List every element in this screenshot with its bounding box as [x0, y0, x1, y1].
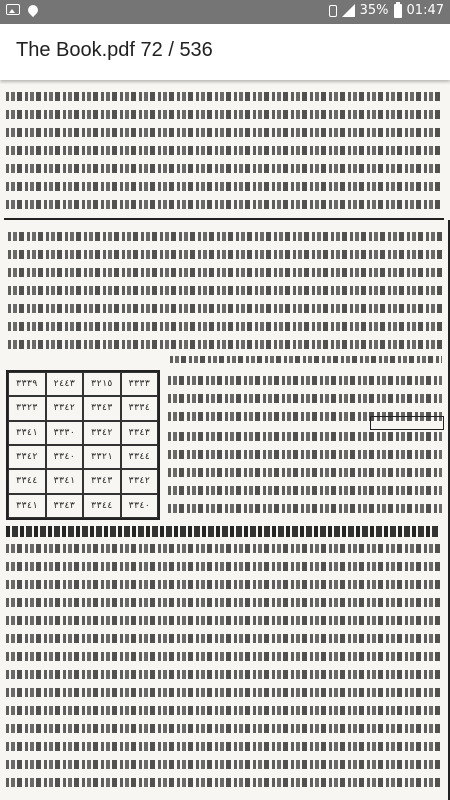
table-cell: ٣٣٤٠ — [46, 445, 84, 469]
table-cell: ٣٣٤٣ — [46, 494, 84, 518]
scanned-text-line — [6, 742, 442, 751]
scanned-text-line — [168, 394, 442, 403]
signal-icon — [342, 4, 355, 17]
scanned-text-line — [6, 760, 442, 769]
document-title: The Book.pdf 72 / 536 — [16, 39, 213, 61]
scanned-text-line — [6, 616, 442, 625]
scanned-text-line — [168, 486, 442, 495]
table-cell: ٣٣٤٤ — [121, 445, 159, 469]
page-divider — [4, 218, 444, 220]
table-cell: ٣٣٤٢ — [121, 469, 159, 493]
location-pin-icon — [26, 2, 40, 16]
scanned-text-line — [168, 432, 442, 441]
status-bar — [0, 0, 450, 24]
pdf-page-view[interactable] — [0, 80, 450, 800]
table-cell: ٢٤٤٣ — [46, 372, 84, 396]
scanned-text-line — [8, 304, 442, 313]
table-cell: ٣٣٤٢ — [46, 396, 84, 420]
scanned-text-line — [170, 356, 442, 363]
table-cell: ٣٣٤١ — [8, 421, 46, 445]
scanned-text-line — [168, 376, 442, 385]
scanned-text-line — [168, 450, 442, 459]
table-cell: ٣٣٤٣ — [121, 421, 159, 445]
table-cell: ٣٣٣٣ — [121, 372, 159, 396]
scanned-text-line — [6, 580, 442, 589]
scanned-text-line — [6, 128, 442, 137]
table-cell: ٣٣٢٣ — [8, 396, 46, 420]
scanned-text-line — [8, 322, 442, 331]
scanned-text-line — [168, 504, 442, 513]
page-heading-box — [370, 416, 444, 430]
table-cell: ٣٣٣٩ — [8, 372, 46, 396]
table-cell: ٣٣٤١ — [46, 469, 84, 493]
numeric-table — [6, 370, 160, 520]
battery-icon — [394, 4, 402, 18]
table-cell: ٣٣٤٢ — [8, 445, 46, 469]
table-cell: ٣٣٤٤ — [8, 469, 46, 493]
photo-notification-icon — [6, 4, 20, 15]
scanned-text-line — [6, 724, 442, 733]
scanned-bold-line — [6, 526, 440, 537]
scanned-text-line — [8, 268, 442, 277]
scanned-text-line — [8, 232, 442, 241]
scanned-text-line — [6, 562, 442, 571]
table-cell: ٣٣٤٠ — [121, 494, 159, 518]
table-cell: ٣٣٤١ — [8, 494, 46, 518]
scanned-text-line — [6, 634, 442, 643]
scanned-text-line — [6, 670, 442, 679]
scanned-text-line — [8, 286, 442, 295]
vibrate-icon — [329, 5, 337, 17]
table-cell: ٣٣٣٠ — [46, 421, 84, 445]
scanned-text-line — [6, 164, 442, 173]
table-cell: ٣٣٢١ — [83, 445, 121, 469]
scanned-text-line — [6, 200, 442, 209]
table-cell: ٣٣٤٢ — [83, 421, 121, 445]
battery-percent: 35% — [359, 3, 389, 18]
scanned-text-line — [8, 340, 442, 349]
scanned-text-line — [6, 706, 442, 715]
scanned-text-line — [6, 598, 442, 607]
table-cell: ٣٢١٥ — [83, 372, 121, 396]
scanned-text-line — [6, 688, 442, 697]
app-toolbar — [0, 24, 450, 80]
scanned-text-line — [6, 652, 442, 661]
clock: 01:47 — [406, 3, 444, 18]
table-cell: ٣٣٤٣ — [83, 469, 121, 493]
scanned-text-line — [6, 544, 442, 553]
scanned-text-line — [6, 182, 442, 191]
table-cell: ٣٣٣٤ — [121, 396, 159, 420]
table-cell: ٣٣٤٣ — [83, 396, 121, 420]
scanned-text-line — [8, 250, 442, 259]
scanned-text-line — [6, 778, 442, 787]
scanned-text-line — [6, 110, 442, 119]
table-cell: ٣٣٤٤ — [83, 494, 121, 518]
scanned-text-line — [6, 146, 442, 155]
scanned-text-line — [6, 92, 442, 101]
scanned-text-line — [168, 468, 442, 477]
